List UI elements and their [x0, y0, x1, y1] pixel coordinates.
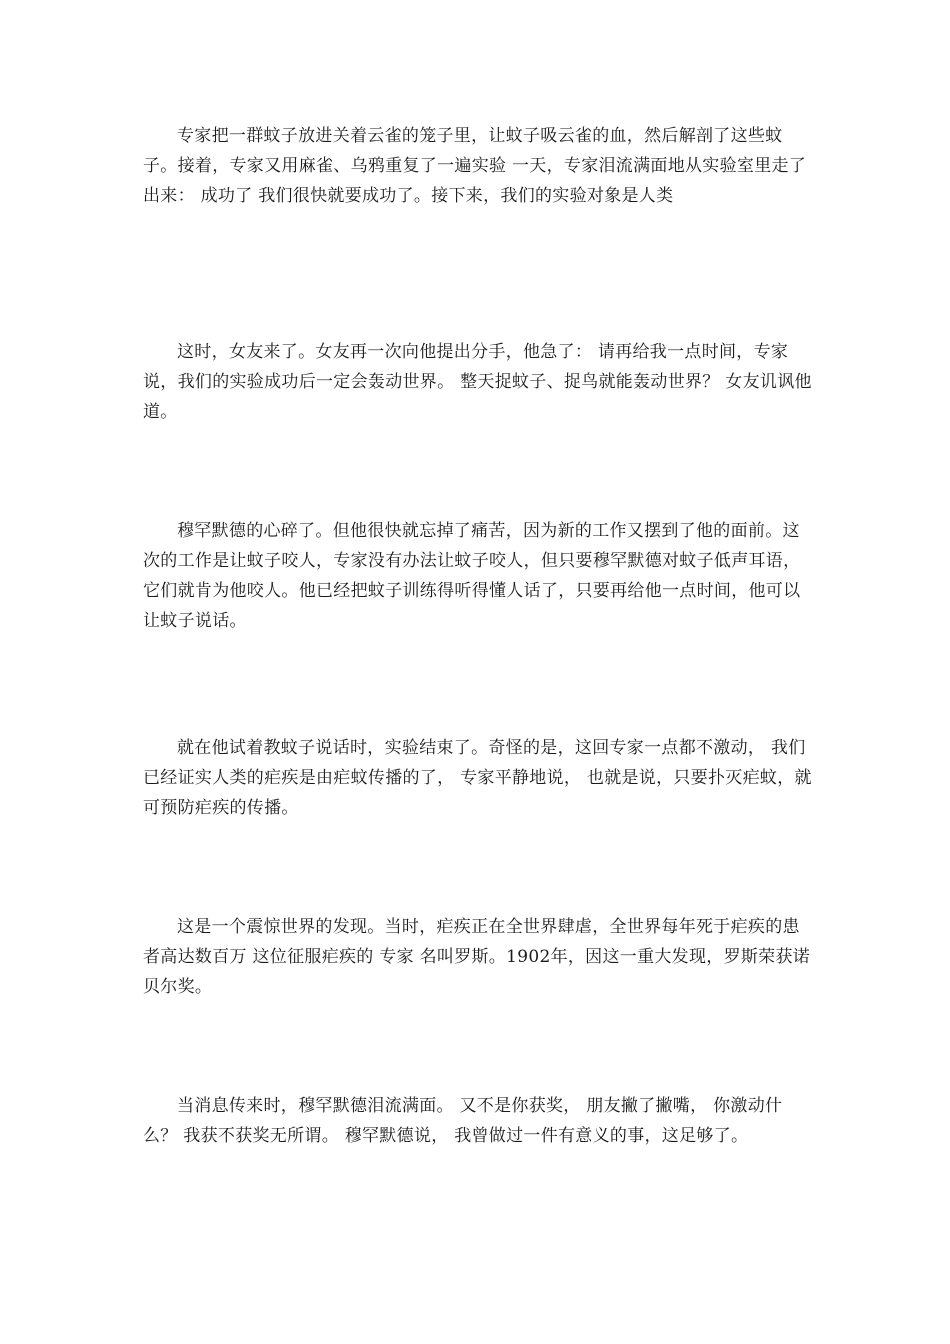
paragraph-2: 这时，女友来了。女友再一次向他提出分手，他急了： 请再给我一点时间，专家说，我们的实验成功后一定会轰动世界。 整天捉蚊子、捉鸟就能轰动世界？ 女友讥讽他道。	[143, 342, 812, 422]
paragraph-3: 穆罕默德的心碎了。但他很快就忘掉了痛苦，因为新的工作又摆到了他的面前。这次的工作是让蚊子咬人，专家没有办法让蚊子咬人，但只要穆罕默德对蚊子低声耳语，它们就肯为他咬人。他已经把蚊子训练得听得懂人话了，只要再给他一点时间，他可以让蚊子说话。	[143, 521, 801, 631]
paragraph-4: 就在他试着教蚊子说话时，实验结束了。奇怪的是，这回专家一点都不激动， 我们已经证实人类的疟疾是由疟蚊传播的了， 专家平静地说， 也就是说，只要扑灭疟蚊，就可预防疟疾的传播。	[143, 738, 812, 818]
paragraph-5: 这是一个震惊世界的发现。当时，疟疾正在全世界肆虐，全世界每年死于疟疾的患者高达数百万 这位征服疟疾的 专家 名叫罗斯。1902年，因这一重大发现，罗斯荣获诺贝尔奖。	[143, 917, 811, 997]
paragraph-1: 专家把一群蚊子放进关着云雀的笼子里，让蚊子吸云雀的血，然后解剖了这些蚊子。接着，专家又用麻雀、乌鸦重复了一遍实验 一天，专家泪流满面地从实验室里走了出来： 成功了 我们很快就要成功了。接下来，我们的实验对象是人类	[143, 126, 807, 206]
paragraph-6: 当消息传来时，穆罕默德泪流满面。 又不是你获奖， 朋友撇了撇嘴， 你激动什么？ 我获不获奖无所谓。 穆罕默德说， 我曾做过一件有意义的事，这足够了。	[143, 1096, 783, 1146]
